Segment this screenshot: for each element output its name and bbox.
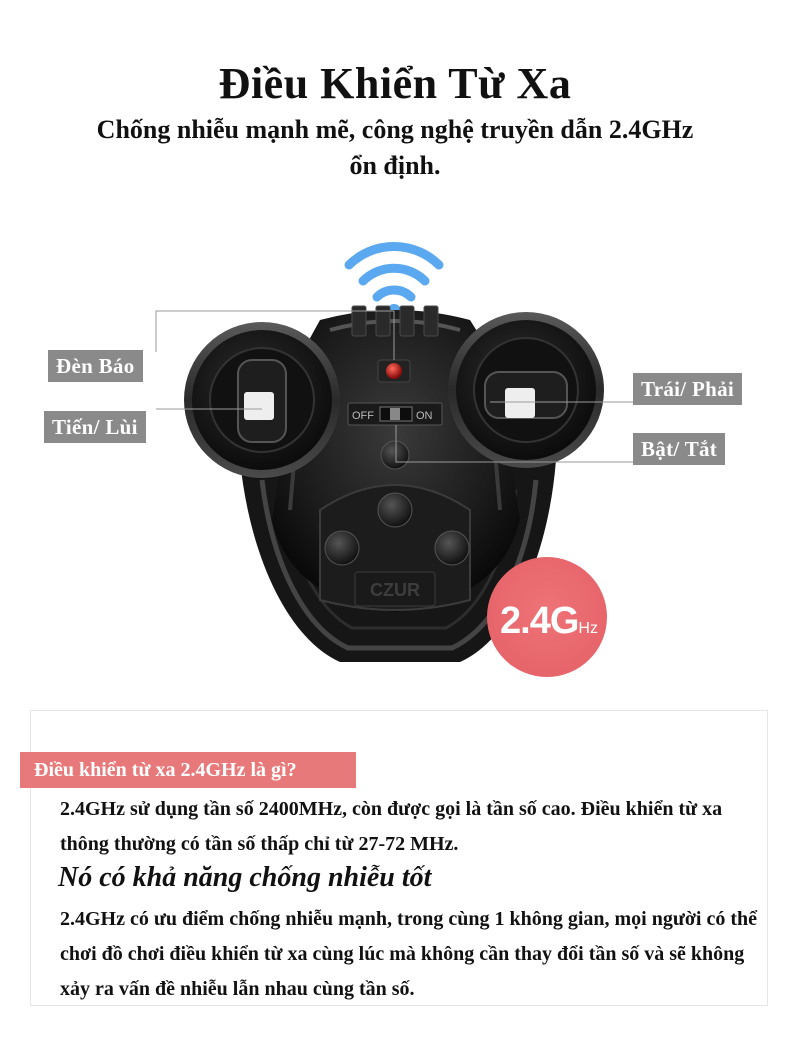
info-paragraph-1: 2.4GHz sử dụng tần số 2400MHz, còn được gọi là tần số cao. Điều khiển từ xa thông thường có tần số thấp chỉ từ 27-72 MHz. xyxy=(60,798,723,855)
label-forward-back: Tiến/ Lùi xyxy=(44,411,146,443)
label-indicator: Đèn Báo xyxy=(48,350,143,382)
svg-text:OFF: OFF xyxy=(352,410,374,422)
indicator-led xyxy=(378,360,410,382)
page-title: Điều Khiển Từ Xa xyxy=(218,59,572,108)
question-tag: Điều khiển từ xa 2.4GHz là gì? xyxy=(20,752,356,788)
page-subtitle: Chống nhiễu mạnh mẽ, công nghệ truyền dẫn 2.4GHz ổn định. xyxy=(96,115,694,180)
brand-plate xyxy=(355,572,435,606)
frequency-badge-label xyxy=(500,600,596,643)
info-paragraph-2: 2.4GHz có ưu điểm chống nhiễu mạnh, trong cùng 1 không gian, mọi người có thể chơi đồ chơi điều khiển từ xa cùng lúc mà không cần thay đổi tần số và sẽ không xảy ra vấn đề nhiễu lẫn nhau cùng tần số. xyxy=(60,908,758,1000)
info-heading-2: Nó có khả năng chống nhiễu tốt xyxy=(58,862,432,893)
right-joystick-pad xyxy=(448,312,604,468)
power-switch xyxy=(348,403,442,425)
label-power: Bật/ Tắt xyxy=(633,433,725,465)
badge-unit: Hz xyxy=(578,620,598,637)
label-left-right: Trái/ Phải xyxy=(633,373,742,405)
svg-text:ON: ON xyxy=(416,410,433,422)
left-joystick-pad xyxy=(184,322,340,478)
svg-text:CZUR: CZUR xyxy=(370,580,420,600)
badge-value: 2.4G xyxy=(500,600,579,642)
